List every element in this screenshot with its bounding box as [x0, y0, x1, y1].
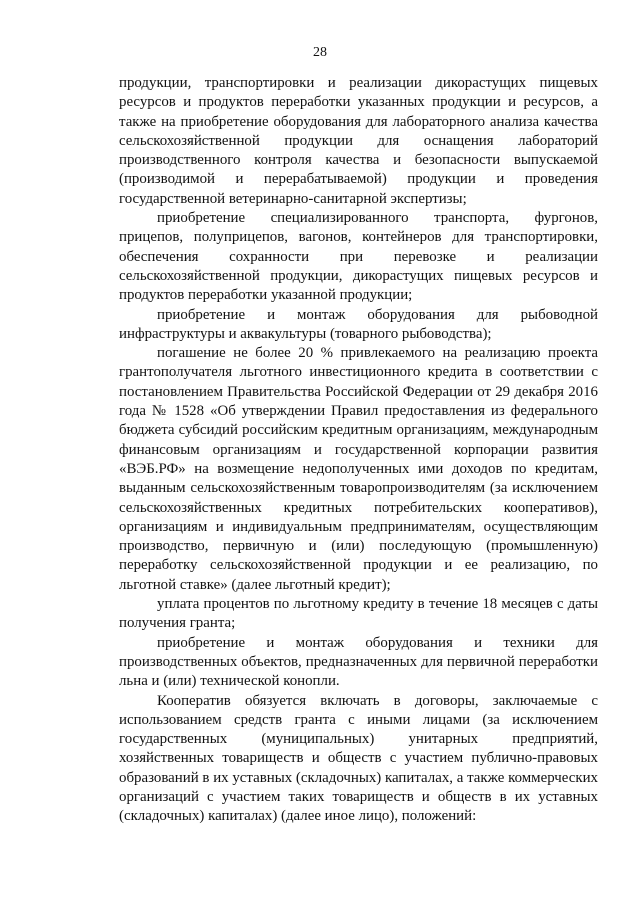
paragraph-lab-equipment: продукции, транспортировки и реализации дикорастущих пищевых ресурсов и продуктов переработки указанных продукции и ресурсов, а также на приобретение оборудования для лабораторного анализа качества сельскохозяйственной продукции для оснащения лабораторий производственного контроля качества и безопасности выпускаемой (производимой и перерабатываемой) продукции и проведения государственной ветеринарно-санитарной экспертизы; — [119, 75, 598, 207]
paragraph-interest-payment: уплата процентов по льготному кредиту в течение 18 месяцев с даты получения гранта; — [119, 596, 598, 632]
paragraph-fish-farming: приобретение и монтаж оборудования для рыбоводной инфраструктуры и аквакультуры (товарного рыбоводства); — [119, 306, 598, 342]
document-body — [119, 74, 598, 827]
paragraph-loan-repayment: погашение не более 20 % привлекаемого на реализацию проекта грантополучателя льготного инвестиционного кредита в соответствии с постановлением Правительства Российской Федерации от 29 декабря 2016 года № 1528 «Об утверждении Правил предоставления из федерального бюджета субсидий российским кредитным организациям, международным финансовым организациям и государственной корпорации развития «ВЭБ.РФ» на возмещение недополученных ими доходов по кредитам, выданным сельскохозяйственным товаропроизводителям (за исключением сельскохозяйственных кредитных потребительских кооперативов), организациям и индивидуальным предпринимателям, осуществляющим производство, первичную и (или) последующую (промышленную) переработку сельскохозяйственной продукции и ее реализацию, по льготной ставке» (далее льготный кредит); — [119, 345, 598, 593]
paragraph-flax-processing: приобретение и монтаж оборудования и техники для производственных объектов, предназначенных для первичной переработки льна и (или) технической конопли. — [119, 634, 598, 690]
paragraph-cooperative-obligation: Кооператив обязуется включать в договоры, заключаемые с использованием средств гранта с иными лицами (за исключением государственных (муниципальных) унитарных предприятий, хозяйственных товариществ и обществ с участием публично-правовых образований в их уставных (складочных) капиталах, а также коммерческих организаций с участием таких товариществ и обществ в их уставных (складочных) капиталах) (далее иное лицо), положений: — [119, 692, 598, 825]
page-number: 28 — [313, 45, 327, 60]
paragraph-transport: приобретение специализированного транспорта, фургонов, прицепов, полуприцепов, вагонов, контейнеров для транспортировки, обеспечения сохранности при перевозке и реализации сельскохозяйственной продукции, дикорастущих пищевых ресурсов и продуктов переработки указанной продукции; — [119, 210, 598, 304]
